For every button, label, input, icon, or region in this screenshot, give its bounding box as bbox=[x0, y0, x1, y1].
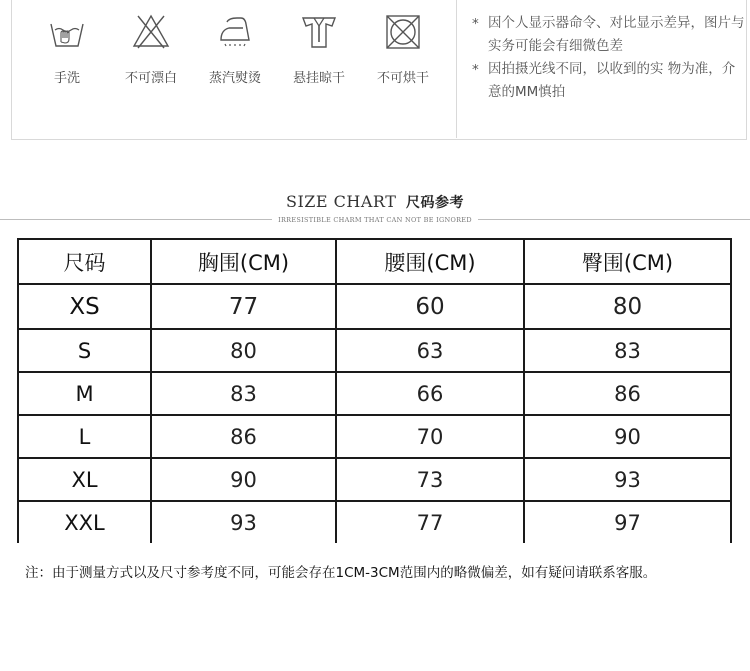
table-header-row bbox=[18, 239, 731, 284]
cell-hip: 90 bbox=[524, 415, 731, 458]
cell-waist: 63 bbox=[336, 329, 524, 372]
cell-waist: 77 bbox=[336, 501, 524, 543]
cell-waist: 70 bbox=[336, 415, 524, 458]
note-text: 因个人显示器命令、对比显示差异，图片与实务可能会有细微色差 bbox=[488, 15, 745, 54]
cell-size: XXL bbox=[18, 501, 151, 543]
header-waist: 腰围(CM) bbox=[336, 239, 524, 284]
cell-hip: 86 bbox=[524, 372, 731, 415]
note-asterisk: * bbox=[472, 62, 479, 78]
cell-hip: 80 bbox=[524, 284, 731, 329]
care-icons-group bbox=[12, 0, 452, 138]
care-item-no-bleach bbox=[111, 12, 191, 86]
care-label: 悬挂晾干 bbox=[292, 71, 345, 86]
care-divider bbox=[456, 0, 457, 138]
cell-size: S bbox=[18, 329, 151, 372]
cell-hip: 93 bbox=[524, 458, 731, 501]
care-notes bbox=[468, 12, 748, 104]
measurement-footnote: 注：由于测量方式以及尺寸参考度不同，可能会存在1CM-3CM范围内的略微偏差，如有疑问请联系客服。 bbox=[25, 565, 657, 581]
care-item-hang-dry bbox=[279, 12, 359, 86]
cell-chest: 83 bbox=[151, 372, 336, 415]
header-size: 尺码 bbox=[18, 239, 151, 284]
cell-size: M bbox=[18, 372, 151, 415]
cell-chest: 93 bbox=[151, 501, 336, 543]
care-instructions-panel bbox=[11, 0, 747, 140]
subtitle-text: IRRESISTIBLE CHARM THAT CAN NOT BE IGNORED bbox=[272, 216, 478, 224]
care-item-no-tumble-dry bbox=[363, 12, 443, 86]
cell-waist: 66 bbox=[336, 372, 524, 415]
note-asterisk: * bbox=[472, 16, 479, 32]
table-row bbox=[18, 501, 731, 543]
cell-chest: 90 bbox=[151, 458, 336, 501]
hand-wash-icon bbox=[47, 12, 87, 52]
care-label: 不可漂白 bbox=[124, 71, 177, 86]
header-hip: 臀围(CM) bbox=[524, 239, 731, 284]
cell-size: XL bbox=[18, 458, 151, 501]
care-label: 蒸汽熨烫 bbox=[208, 71, 261, 86]
cell-chest: 80 bbox=[151, 329, 336, 372]
cell-hip: 83 bbox=[524, 329, 731, 372]
note-item bbox=[468, 12, 748, 58]
hang-dry-icon bbox=[299, 12, 339, 52]
cell-chest: 86 bbox=[151, 415, 336, 458]
title-english: SIZE CHART bbox=[286, 192, 397, 211]
care-item-hand-wash bbox=[27, 12, 107, 86]
size-chart-title bbox=[0, 192, 750, 212]
note-text: 因拍摄光线不同，以收到的实 物为准，介意的MM慎拍 bbox=[488, 61, 736, 100]
title-chinese: 尺码参考 bbox=[405, 195, 464, 211]
no-tumble-dry-icon bbox=[383, 12, 423, 52]
steam-iron-icon bbox=[215, 12, 255, 52]
care-label: 不可烘干 bbox=[376, 71, 429, 86]
cell-hip: 97 bbox=[524, 501, 731, 543]
table-row bbox=[18, 329, 731, 372]
size-table bbox=[17, 238, 732, 543]
table-row bbox=[18, 458, 731, 501]
header-chest: 胸围(CM) bbox=[151, 239, 336, 284]
size-chart-subtitle bbox=[0, 216, 750, 224]
care-item-steam-iron bbox=[195, 12, 275, 86]
table-row bbox=[18, 284, 731, 329]
cell-waist: 73 bbox=[336, 458, 524, 501]
care-label: 手洗 bbox=[53, 71, 80, 86]
cell-size: XS bbox=[18, 284, 151, 329]
table-row bbox=[18, 415, 731, 458]
cell-size: L bbox=[18, 415, 151, 458]
no-bleach-icon bbox=[131, 12, 171, 52]
cell-waist: 60 bbox=[336, 284, 524, 329]
note-item bbox=[468, 58, 748, 104]
cell-chest: 77 bbox=[151, 284, 336, 329]
table-row bbox=[18, 372, 731, 415]
